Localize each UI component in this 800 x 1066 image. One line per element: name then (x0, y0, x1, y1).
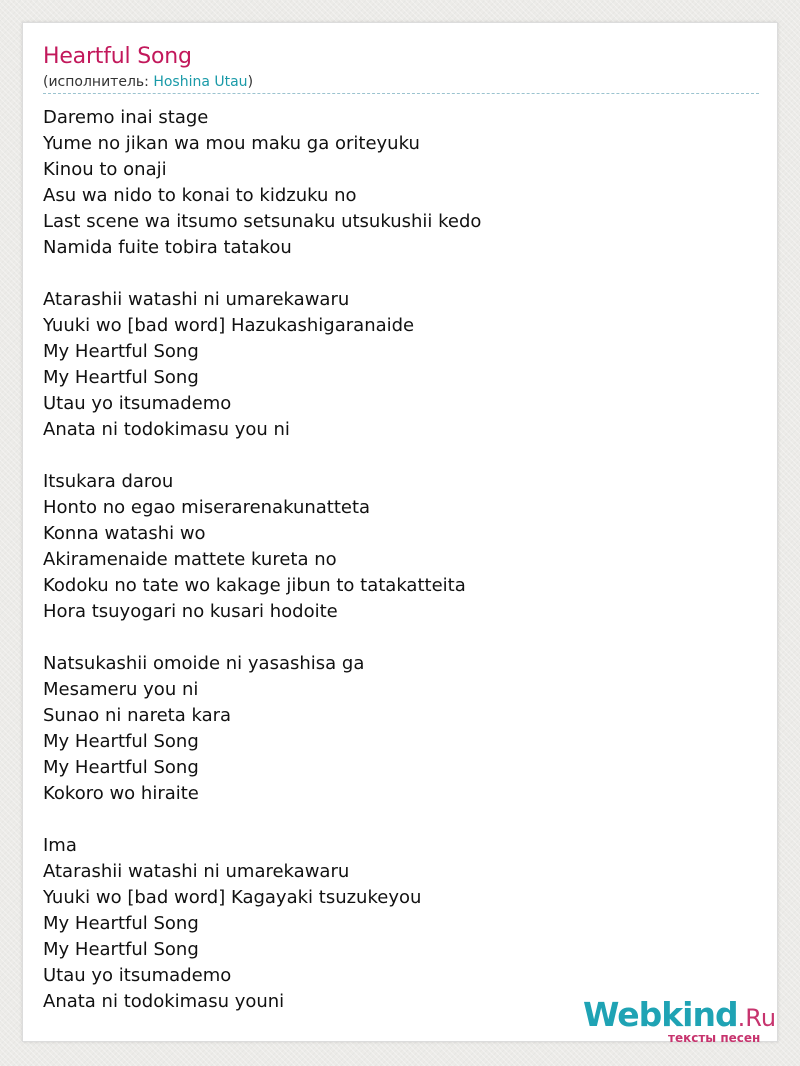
lyrics-stanza (43, 469, 759, 625)
lyric-line: Atarashii watashi ni umarekawaru (43, 861, 350, 882)
lyric-line: My Heartful Song (43, 757, 199, 778)
lyric-line: My Heartful Song (43, 367, 199, 388)
lyric-line: Ima (43, 835, 77, 856)
lyric-line: Anata ni todokimasu you ni (43, 419, 290, 440)
lyric-line: Namida fuite tobira tatakou (43, 237, 292, 258)
lyrics-body (43, 105, 759, 1041)
lyric-line: Daremo inai stage (43, 107, 209, 128)
song-title: Heartful Song (43, 44, 192, 69)
logo-tld-text: .Ru (737, 1004, 777, 1032)
artist-link[interactable]: Hoshina Utau (153, 74, 248, 90)
artist-suffix: ) (247, 74, 254, 90)
logo-tagline: тексты песен (668, 1031, 761, 1045)
lyric-line: Sunao ni nareta kara (43, 705, 232, 726)
lyric-line: Honto no egao miserarenakunatteta (43, 497, 371, 518)
logo-main-text: Webkind (583, 995, 738, 1034)
lyric-line: My Heartful Song (43, 341, 199, 362)
lyric-line: Last scene wa itsumo setsunaku utsukushii kedo (43, 211, 482, 232)
lyric-line: Hora tsuyogari no kusari hodoite (43, 601, 338, 622)
lyric-line: My Heartful Song (43, 913, 199, 934)
lyric-line: Utau yo itsumademo (43, 965, 232, 986)
lyric-line: Kinou to onaji (43, 159, 167, 180)
lyric-line: Yuuki wo [bad word] Kagayaki tsuzukeyou (43, 887, 422, 908)
lyric-line: Atarashii watashi ni umarekawaru (43, 289, 350, 310)
lyrics-stanza (43, 833, 759, 1015)
lyric-line: Yume no jikan wa mou maku ga oriteyuku (43, 133, 420, 154)
lyrics-stanza (43, 287, 759, 443)
lyrics-stanza (43, 105, 759, 261)
title-divider (43, 93, 759, 94)
lyric-line: Konna watashi wo (43, 523, 206, 544)
lyric-line: Yuuki wo [bad word] Hazukashigaranaide (43, 315, 415, 336)
lyric-line: Utau yo itsumademo (43, 393, 232, 414)
artist-line (43, 73, 253, 91)
lyric-line: Asu wa nido to konai to kidzuku no (43, 185, 357, 206)
lyric-line: My Heartful Song (43, 731, 199, 752)
lyric-line: Akiramenaide mattete kureta no (43, 549, 337, 570)
lyric-line: My Heartful Song (43, 939, 199, 960)
lyric-line: Mesameru you ni (43, 679, 199, 700)
lyric-line: Itsukara darou (43, 471, 174, 492)
lyric-line: Natsukashii omoide ni yasashisa ga (43, 653, 365, 674)
artist-prefix: (исполнитель: (43, 74, 154, 90)
lyrics-card (22, 22, 778, 1045)
lyric-line: Kodoku no tate wo kakage jibun to tatakatteita (43, 575, 466, 596)
lyric-line: Anata ni todokimasu youni (43, 991, 285, 1012)
lyrics-stanza (43, 651, 759, 807)
lyric-line: Kokoro wo hiraite (43, 783, 199, 804)
site-logo[interactable] (583, 995, 783, 1045)
